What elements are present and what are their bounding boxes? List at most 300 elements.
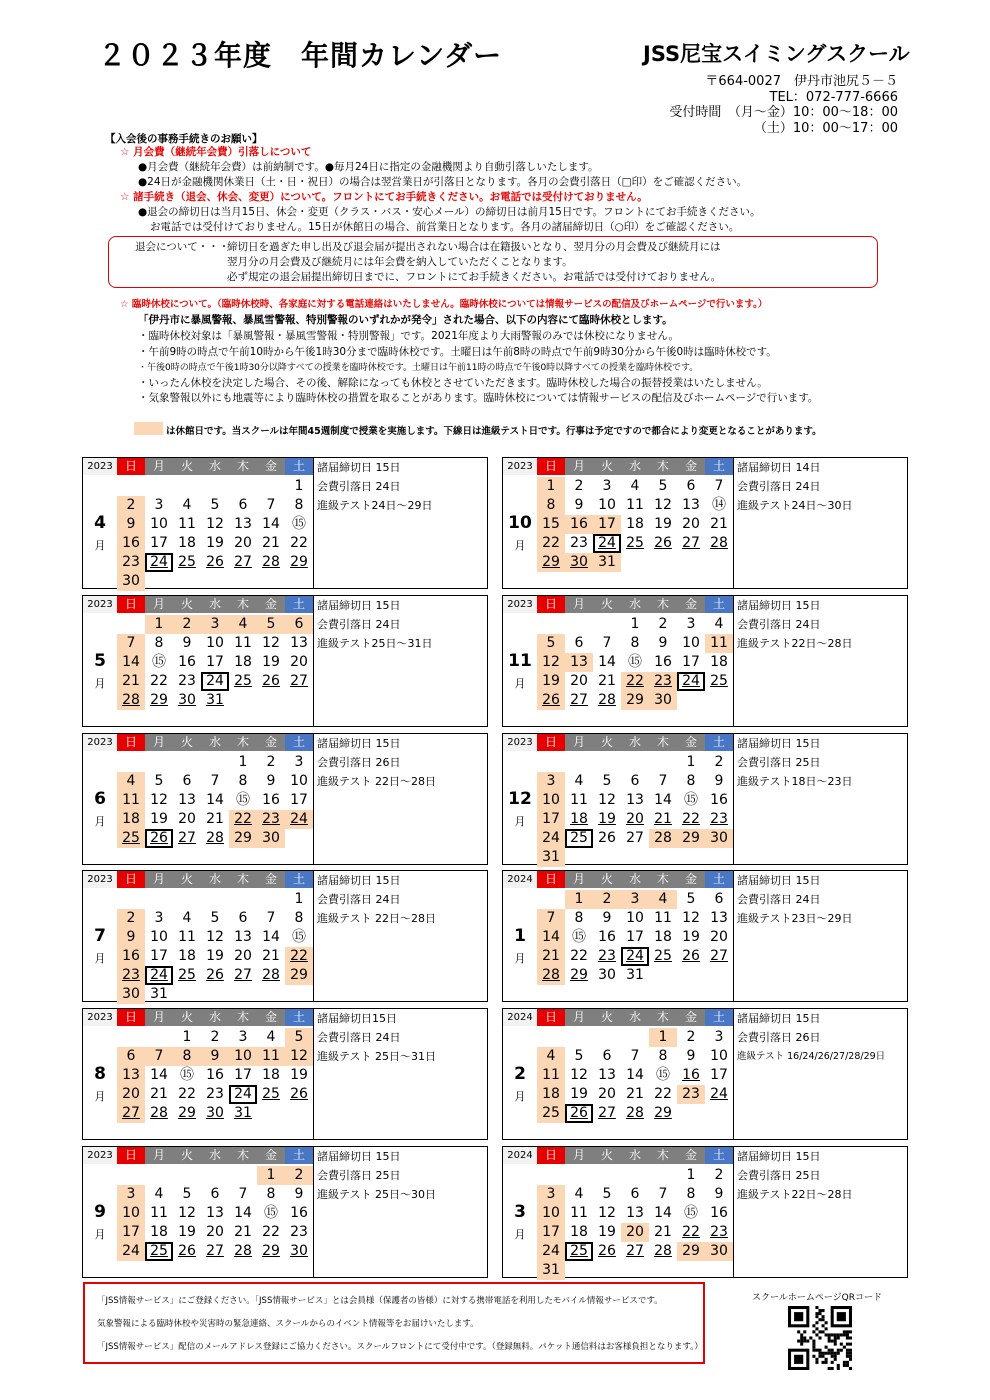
month-note: 会費引落日 24日 (737, 618, 821, 631)
calendar-day: 12 (178, 1205, 196, 1221)
closure-line-6: ・気象警報以外にも地震等により臨時休校の措置を取ることがあります。臨時休校については情報サービスの配信及びホームページで行います。 (138, 392, 819, 404)
weekday-label: 水 (621, 1009, 649, 1026)
weekday-label: 土 (285, 458, 313, 475)
calendar-day: 5 (658, 478, 668, 494)
weekday-label: 水 (621, 596, 649, 613)
month-number: 6 (94, 789, 106, 809)
calendar-day: 13 (626, 1205, 644, 1221)
month-number: 4 (94, 513, 106, 533)
month-year: 2023 (83, 1009, 117, 1026)
calendar-day: 10 (710, 1048, 728, 1064)
calendar-day: 7 (266, 910, 276, 926)
qr-code-icon[interactable] (788, 1306, 852, 1370)
reception-hours-saturday: （土）10：00～17：00 (753, 121, 898, 136)
month-note: 諸届締切日 15日 (737, 1012, 821, 1025)
weekday-label: 火 (593, 734, 621, 751)
calendar-day: 17 (593, 515, 621, 534)
calendar-day: 27 (598, 1105, 616, 1121)
calendar-day: 20 (598, 1086, 616, 1102)
calendar-day: 22 (229, 810, 257, 829)
calendar-day: 13 (598, 1067, 616, 1083)
calendar-day: 26 (178, 1243, 196, 1259)
month-note: 諸届締切日 15日 (737, 737, 821, 750)
month-note: 進級テスト22日～28日 (737, 1188, 853, 1201)
month-notes (733, 734, 908, 864)
calendar-day: 20 (621, 1223, 649, 1242)
calendar-day: 23 (710, 811, 728, 827)
weekday-label: 土 (705, 1009, 733, 1026)
weekday-label: 月 (145, 596, 173, 613)
calendar-day: 5 (686, 891, 696, 907)
calendar-day: 25 (117, 829, 145, 848)
calendar-day: 22 (150, 673, 168, 689)
calendar-day: 18 (570, 811, 588, 827)
weekday-header (503, 596, 733, 613)
calendar-day: 18 (150, 1224, 168, 1240)
calendar-day: 29 (677, 1242, 705, 1261)
month-notes (313, 871, 488, 1001)
month-label (83, 613, 117, 726)
calendar-day: 10 (537, 1204, 565, 1223)
weekday-label: 水 (201, 458, 229, 475)
weekday-label: 木 (649, 1009, 677, 1026)
month-suffix: 月 (514, 539, 526, 552)
holiday-legend-swatch (134, 422, 163, 435)
calendar-day: 16 (178, 654, 196, 670)
calendar-day: 6 (574, 635, 584, 651)
calendar-day: 28 (150, 1105, 168, 1121)
month-notes (733, 1009, 908, 1139)
weekday-label: 月 (565, 734, 593, 751)
weekday-label: 土 (705, 871, 733, 888)
calendar-day: 22 (654, 1086, 672, 1102)
month-number: 7 (94, 926, 106, 946)
calendar-day: 5 (210, 497, 220, 513)
weekday-label: 水 (201, 1009, 229, 1026)
calendar-day: ⑮ (152, 654, 166, 670)
weekday-label: 金 (257, 458, 285, 475)
calendar-day: 19 (262, 654, 280, 670)
weekday-label: 木 (229, 1009, 257, 1026)
month-note: 諸届締切日 15日 (317, 461, 401, 474)
calendar-day: 17 (150, 535, 168, 551)
calendar-day: 24 (201, 672, 229, 691)
weekday-label: 月 (565, 1147, 593, 1164)
calendar-day: 26 (290, 1086, 308, 1102)
calendar-day: 18 (570, 1224, 588, 1240)
calendar-day: 19 (598, 1224, 616, 1240)
month-block-2023-11 (502, 595, 908, 727)
calendar-day: 16 (565, 515, 593, 534)
calendar-day: 23 (677, 1085, 705, 1104)
reception-hours-weekday: 受付時間 （月～金）10：00～18：00 (669, 105, 898, 120)
calendar-day: 5 (574, 1048, 584, 1064)
calendar-day: 26 (145, 829, 173, 848)
calendar-day: 7 (266, 497, 276, 513)
weekday-label: 火 (593, 458, 621, 475)
calendar-day: 20 (117, 1085, 145, 1104)
calendar-day: 6 (714, 891, 724, 907)
calendar-day: 1 (145, 615, 173, 634)
calendar-day: 26 (206, 967, 224, 983)
calendar-day: 1 (238, 754, 248, 770)
calendar-day: 5 (182, 1186, 192, 1202)
weekday-label: 日 (537, 734, 565, 751)
weekday-header (503, 734, 733, 751)
calendar-day: 4 (266, 1029, 276, 1045)
month-block-2023-12 (502, 733, 908, 865)
calendar-day: 17 (537, 810, 565, 829)
month-suffix: 月 (94, 539, 106, 552)
weekday-label: 木 (229, 734, 257, 751)
calendar-day: 27 (178, 830, 196, 846)
calendar-day: 4 (574, 1186, 584, 1202)
calendar-day: 25 (262, 1086, 280, 1102)
calendar-day: 23 (570, 535, 588, 551)
calendar-day: 20 (290, 654, 308, 670)
calendar-day: 1 (257, 1166, 285, 1185)
month-block-2024-3 (502, 1146, 908, 1278)
calendar-day: 2 (285, 1166, 313, 1185)
calendar-day: 11 (705, 634, 733, 653)
month-notes (733, 1147, 908, 1277)
refund-line-3: 必ず規定の退会届提出締切日までに、フロントにてお手続きください。お電話では受付けておりません。 (227, 271, 722, 283)
calendar-day: 20 (234, 948, 252, 964)
calendar-day: 29 (570, 967, 588, 983)
calendar-day: 20 (570, 673, 588, 689)
calendar-day: 13 (234, 929, 252, 945)
calendar-day: 29 (621, 691, 649, 710)
calendar-day: ⑮ (656, 1067, 670, 1083)
school-name: JSS尼宝スイミングスクール (643, 42, 910, 66)
weekday-label: 土 (705, 734, 733, 751)
month-number: 12 (508, 789, 532, 809)
weekday-label: 月 (565, 871, 593, 888)
weekday-label: 火 (173, 1147, 201, 1164)
weekday-label: 木 (229, 458, 257, 475)
calendar-day: 13 (710, 910, 728, 926)
calendar-day: 10 (626, 910, 644, 926)
calendar-day: 30 (117, 985, 145, 1004)
calendar-day: 2 (210, 1029, 220, 1045)
weekday-label: 火 (173, 458, 201, 475)
calendar-day: ⑮ (180, 1067, 194, 1083)
month-year: 2023 (503, 458, 537, 475)
calendar-day: 11 (117, 791, 145, 810)
calendar-day: 23 (710, 1224, 728, 1240)
weekday-label: 日 (537, 596, 565, 613)
month-note: 諸届締切日 15日 (317, 737, 401, 750)
month-note: 会費引落日 24日 (317, 618, 401, 631)
calendar-day: 3 (602, 478, 612, 494)
calendar-day: 28 (710, 535, 728, 551)
calendar-day: 17 (537, 1223, 565, 1242)
calendar-day: 3 (154, 910, 164, 926)
weekday-label: 日 (117, 734, 145, 751)
calendar-day: 3 (294, 754, 304, 770)
closure-title: ☆ 臨時休校について。（臨時休校時、各家庭に対する電話連絡はいたしません。臨時休校については情報サービスの配信及びホームページで行います。） (120, 299, 768, 310)
weekday-label: 月 (145, 1009, 173, 1026)
calendar-day: 18 (178, 948, 196, 964)
calendar-day: 16 (654, 654, 672, 670)
calendar-day: 14 (234, 1205, 252, 1221)
calendar-day: 9 (658, 635, 668, 651)
month-suffix: 月 (94, 952, 106, 965)
calendar-day: 6 (602, 1048, 612, 1064)
calendar-day: 9 (714, 773, 724, 789)
weekday-label: 木 (649, 871, 677, 888)
month-block-2023-7 (82, 870, 488, 1002)
calendar-day: 6 (210, 1186, 220, 1202)
month-year: 2023 (503, 734, 537, 751)
calendar-day: 27 (710, 948, 728, 964)
calendar-day: 10 (290, 773, 308, 789)
calendar-day: 7 (238, 1186, 248, 1202)
month-label (503, 1164, 537, 1277)
weekday-label: 木 (649, 1147, 677, 1164)
month-block-2024-2 (502, 1008, 908, 1140)
calendar-day: 5 (285, 1028, 313, 1047)
calendar-day: 2 (686, 1029, 696, 1045)
calendar-day: 2 (173, 615, 201, 634)
calendar-day: 23 (117, 553, 145, 572)
calendar-day: 24 (710, 1086, 728, 1102)
month-note: 進級テスト18日～23日 (737, 775, 853, 788)
calendar-day: 21 (537, 947, 565, 966)
refund-line-2: 翌月分の月会費及び継続月には年会費を納入していただくことなります。 (227, 256, 573, 268)
calendar-day: 30 (705, 1242, 733, 1261)
weekday-label: 金 (677, 596, 705, 613)
calendar-day: 11 (537, 1066, 565, 1085)
calendar-day: 27 (682, 535, 700, 551)
closure-line-2: ・臨時休校対象は「暴風警報・暴風雪警報・特別警報」です。2021年度より大雨警報のみでは休校になりません。 (138, 330, 680, 342)
calendar-day: 13 (565, 653, 593, 672)
calendar-day: 2 (593, 890, 621, 909)
month-note: 諸届締切日 15日 (317, 1150, 401, 1163)
weekday-label: 火 (593, 1009, 621, 1026)
calendar-day: 20 (234, 535, 252, 551)
calendar-day: 27 (117, 1104, 145, 1123)
calendar-day: 8 (686, 1186, 696, 1202)
month-notes (733, 596, 908, 726)
calendar-day: 9 (266, 773, 276, 789)
calendar-day: 12 (285, 1047, 313, 1066)
calendar-day: 12 (206, 929, 224, 945)
weekday-label: 木 (229, 1147, 257, 1164)
weekday-label: 金 (257, 734, 285, 751)
calendar-day: 28 (262, 967, 280, 983)
procedure-line-2: お電話では受付けておりません。15日が休館日の場合、前営業日となります。各月の諸届締切日（○印）をご確認ください。 (150, 221, 740, 233)
month-note: 進級テスト23日～29日 (737, 912, 853, 925)
calendar-day: 4 (229, 615, 257, 634)
weekday-header (503, 458, 733, 475)
month-notes (733, 458, 908, 588)
procedure-title: ☆ 諸手続き（退会、休会、変更）について。フロントにてお手続きください。お電話では受付けておりません。 (120, 191, 648, 203)
calendar-day: 28 (234, 1243, 252, 1259)
calendar-day: 26 (206, 554, 224, 570)
month-notes (313, 596, 488, 726)
calendar-day: 12 (262, 635, 280, 651)
weekday-label: 水 (201, 596, 229, 613)
calendar-day: 26 (598, 1243, 616, 1259)
calendar-day: 8 (686, 773, 696, 789)
calendar-day: 5 (602, 773, 612, 789)
calendar-day: 5 (602, 1186, 612, 1202)
weekday-label: 金 (257, 1009, 285, 1026)
calendar-day: 24 (117, 1242, 145, 1261)
calendar-day: 8 (537, 496, 565, 515)
calendar-day: 11 (570, 792, 588, 808)
calendar-day: 12 (570, 1067, 588, 1083)
calendar-day: 9 (182, 635, 192, 651)
calendar-day: 8 (266, 1186, 276, 1202)
calendar-day: 29 (537, 553, 565, 572)
closure-line-1: 「伊丹市に暴風警報、暴風雪警報、特別警報のいずれかが発令」された場合、以下の内容にて臨時休校とします。 (138, 314, 673, 326)
weekday-label: 金 (257, 1147, 285, 1164)
calendar-day: ⑭ (712, 497, 726, 513)
month-number: 9 (94, 1202, 106, 1222)
weekday-header (83, 734, 313, 751)
calendar-day: 21 (206, 811, 224, 827)
calendar-day: 25 (537, 1104, 565, 1123)
calendar-day: 16 (710, 1205, 728, 1221)
month-year: 2023 (83, 871, 117, 888)
month-note: 進級テスト24日～29日 (317, 499, 433, 512)
closure-line-5: ・いったん休校を決定した場合、その後、解除になっても休校とさせていただきます。臨時休校した場合の振替授業はいたしません。 (138, 377, 768, 389)
calendar-day: 6 (182, 773, 192, 789)
school-address: 〒664-0027 伊丹市池尻５－５ (705, 74, 898, 89)
calendar-day: 27 (206, 1243, 224, 1259)
calendar-day: 20 (178, 811, 196, 827)
month-label (503, 888, 537, 1001)
weekday-label: 金 (677, 871, 705, 888)
calendar-day: 19 (290, 1067, 308, 1083)
calendar-day: 3 (686, 616, 696, 632)
calendar-day: 29 (229, 829, 257, 848)
month-label (503, 751, 537, 864)
weekday-header (503, 1147, 733, 1164)
calendar-day: 11 (234, 635, 252, 651)
calendar-day: 26 (654, 535, 672, 551)
fee-line-2: ●24日が金融機関休業日（土・日・祝日）の場合は翌営業日が引落日となります。各月の会費引落日（□印）をご確認ください。 (138, 176, 748, 188)
calendar-day: 1 (686, 754, 696, 770)
calendar-day: 18 (234, 654, 252, 670)
month-note: 諸届締切日 15日 (317, 874, 401, 887)
weekday-label: 日 (537, 1009, 565, 1026)
calendar-day: 21 (598, 673, 616, 689)
weekday-label: 日 (537, 871, 565, 888)
weekday-header (503, 871, 733, 888)
weekday-header (83, 1147, 313, 1164)
calendar-day: 19 (537, 672, 565, 691)
weekday-label: 月 (145, 734, 173, 751)
calendar-day: 28 (598, 692, 616, 708)
month-label (83, 1026, 117, 1139)
calendar-day: 17 (234, 1067, 252, 1083)
page-title: ２０２３年度 年間カレンダー (98, 39, 503, 72)
calendar-day: 8 (658, 1048, 668, 1064)
weekday-label: 水 (201, 734, 229, 751)
weekday-label: 木 (229, 871, 257, 888)
calendar-day: 25 (178, 554, 196, 570)
calendar-day: 11 (178, 516, 196, 532)
month-label (503, 475, 537, 588)
calendar-day: 16 (117, 947, 145, 966)
refund-label: 退会について・・・ (135, 241, 230, 253)
calendar-day: 26 (682, 948, 700, 964)
calendar-day: 24 (145, 553, 173, 572)
month-note: 諸届締切日15日 (317, 1012, 397, 1025)
calendar-day: 26 (262, 673, 280, 689)
calendar-day: 12 (654, 497, 672, 513)
weekday-label: 金 (677, 1147, 705, 1164)
weekday-label: 月 (565, 1009, 593, 1026)
month-suffix: 月 (514, 952, 526, 965)
calendar-day: 13 (290, 635, 308, 651)
procedure-line-1: ●退会の締切日は当月15日、休会・変更（クラス・バス・安心メール）の締切日は前月15日です。フロントにてお手続きください。 (138, 206, 761, 218)
calendar-day: 9 (686, 1048, 696, 1064)
weekday-label: 火 (593, 1147, 621, 1164)
calendar-day: 21 (150, 1086, 168, 1102)
calendar-day: 3 (201, 615, 229, 634)
weekday-label: 金 (257, 596, 285, 613)
calendar-day: ⑮ (684, 792, 698, 808)
calendar-day: 13 (682, 497, 700, 513)
calendar-day: 14 (654, 792, 672, 808)
calendar-day: 7 (602, 635, 612, 651)
calendar-day: 8 (173, 1047, 201, 1066)
calendar-day: 17 (117, 1223, 145, 1242)
weekday-label: 火 (173, 734, 201, 751)
calendar-day: 18 (710, 654, 728, 670)
calendar-day: 29 (654, 1105, 672, 1121)
month-note: 会費引落日 24日 (317, 1031, 401, 1044)
calendar-day: 20 (710, 929, 728, 945)
calendar-day: 23 (649, 672, 677, 691)
weekday-label: 金 (257, 871, 285, 888)
calendar-day: 12 (537, 653, 565, 672)
calendar-day: ⑮ (684, 1205, 698, 1221)
calendar-day: 5 (537, 634, 565, 653)
calendar-day: 26 (598, 830, 616, 846)
calendar-day: 10 (150, 929, 168, 945)
calendar-day: 12 (206, 516, 224, 532)
calendar-day: 13 (234, 516, 252, 532)
calendar-day: 21 (626, 1086, 644, 1102)
calendar-day: 4 (117, 772, 145, 791)
month-year: 2023 (83, 458, 117, 475)
calendar-day: 29 (285, 966, 313, 985)
calendar-day: 29 (178, 1105, 196, 1121)
calendar-day: 21 (654, 1224, 672, 1240)
calendar-day: 12 (598, 792, 616, 808)
calendar-day: 10 (537, 791, 565, 810)
month-block-2023-9 (82, 1146, 488, 1278)
calendar-day: 11 (654, 910, 672, 926)
calendar-day: 17 (290, 792, 308, 808)
calendar-day: 15 (537, 515, 565, 534)
month-block-2023-6 (82, 733, 488, 865)
calendar-day: 6 (630, 773, 640, 789)
weekday-label: 月 (145, 871, 173, 888)
month-note: 諸届締切日 15日 (317, 599, 401, 612)
calendar-day: 31 (537, 1261, 565, 1280)
month-suffix: 月 (94, 1090, 106, 1103)
calendar-day: 27 (570, 692, 588, 708)
calendar-day: 14 (598, 654, 616, 670)
month-note: 会費引落日 24日 (737, 893, 821, 906)
calendar-day: 25 (565, 829, 593, 848)
